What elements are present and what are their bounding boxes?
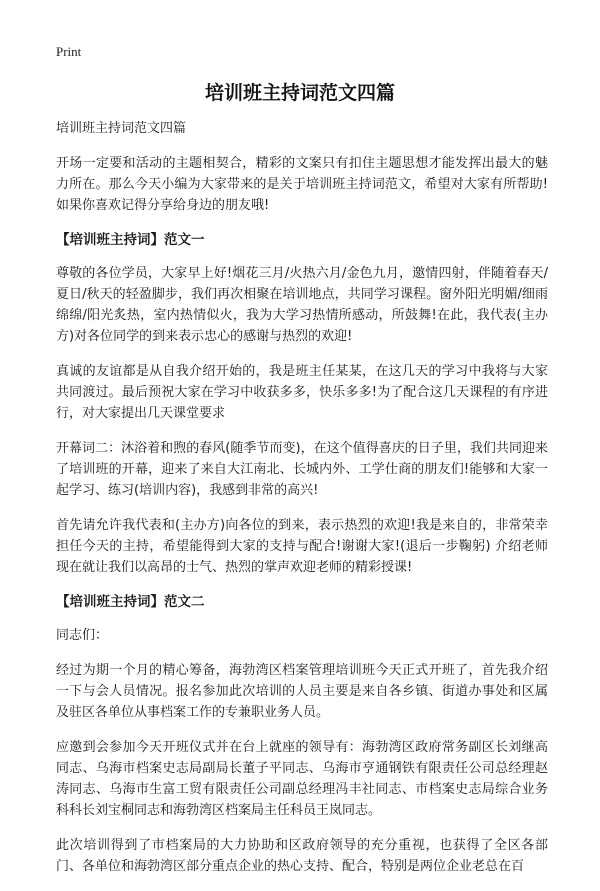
article-subtitle: 培训班主持词范文四篇	[56, 121, 187, 136]
intro-paragraph: 开场一定要和活动的主题相契合，精彩的文案只有扣住主题思想才能发挥出最大的魅力所在。那么今天小编为大家带来的是关于培训班主持词范文，希望对大家有所帮助!如果你喜欢记得分享给身边的朋友哦!	[56, 156, 548, 213]
paragraph: 真诚的友谊都是从自我介绍开始的，我是班主任某某，在这几天的学习中我将与大家共同渡过。最后预祝大家在学习中收获多多，快乐多多!为了配合这几天课程的有序进行，对大家提出几天课堂要求	[56, 364, 548, 421]
paragraph: 经过为期一个月的精心筹备，海勃湾区档案管理培训班今天正式开班了，首先我介绍一下与会人员情况。报名参加此次培训的人员主要是来自各乡镇、街道办事处和区属及驻区各单位从事档案工作的专兼职业务人员。	[56, 663, 548, 720]
section-heading-2: 【培训班主持词】范文二	[56, 594, 205, 610]
paragraph: 应邀到会参加今天开班仪式并在台上就座的领导有：海勃湾区政府常务副区长刘继高同志、乌海市档案史志局副局长董子平同志、乌海市亨通钢铁有限责任公司总经理赵涛同志、乌海市生富工贸有限责任公司副总经理冯丰社同志、市档案史志局综合业务科科长刘宝桐同志和海勃湾区档案局主任科员王岚同志。	[56, 740, 548, 818]
paragraph: 此次培训得到了市档案局的大力协助和区政府领导的充分重视，也获得了全区各部门、各单位和海勃湾区部分重点企业的热心支持、配合，特别是两位企业老总在百	[56, 838, 548, 874]
paragraph: 首先请允许我代表和(主办方)向各位的到来，表示热烈的欢迎!我是来自的，非常荣幸担任今天的主持，希望能得到大家的支持与配合!谢谢大家!(退后一步鞠躬) 介绍老师现在就让我们以高昂的士气、热烈的掌声欢迎老师的精彩授课!	[56, 518, 548, 575]
article-body	[56, 118, 548, 891]
paragraph: 开幕词二：沐浴着和煦的春风(随季节而变)，在这个值得喜庆的日子里，我们共同迎来了培训班的开幕，迎来了来自大江南北、长城内外、工学仕商的朋友们!能够和大家一起学习、练习(培训内容)，我感到非常的高兴!	[56, 441, 548, 498]
section-heading-1: 【培训班主持词】范文一	[56, 232, 205, 248]
greeting: 同志们：	[56, 628, 109, 643]
page-title: 培训班主持词范文四篇	[204, 82, 395, 104]
paragraph: 尊敬的各位学员，大家早上好!烟花三月/火热六月/金色九月，邀情四射，伴随着春天/夏日/秋天的轻盈脚步，我们再次相聚在培训地点，共同学习课程。窗外阳光明媚/细雨绵绵/阳光炙热，室内热情似火，我为大学习热情所感动，所鼓舞!在此，我代表(主办方)对各位同学的到来表示忠心的感谢与热烈的欢迎!	[56, 266, 548, 344]
print-link[interactable]: Print	[56, 44, 82, 59]
